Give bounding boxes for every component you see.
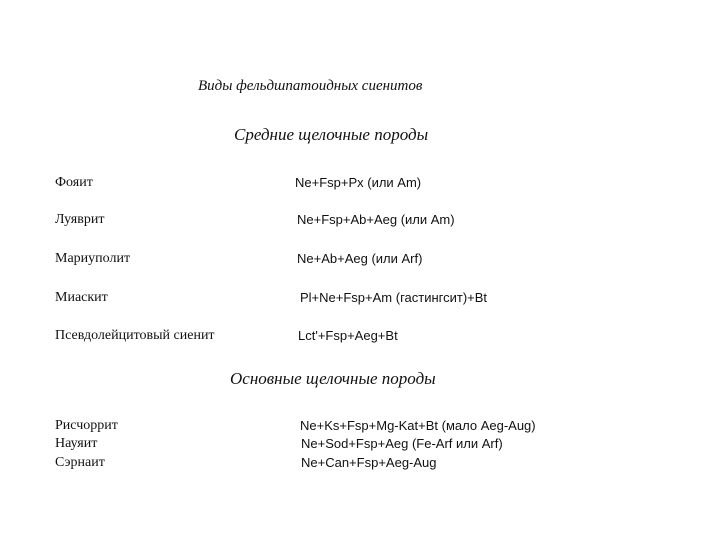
rock-formula-foyaite: Ne+Fsp+Px (или Am) — [295, 175, 422, 190]
rock-name-rischorrite: Рисчоррит — [55, 418, 118, 433]
rock-formula-sernaite: Ne+Can+Fsp+Aeg-Aug — [301, 455, 437, 470]
rock-formula-pseudoleucite-syenite: Lct'+Fsp+Aeg+Bt — [298, 328, 398, 343]
rock-name-sernaite: Сэрнаит — [55, 455, 105, 470]
rock-name-pseudoleucite-syenite: Псевдолейцитовый сиенит — [55, 328, 215, 343]
rock-formula-naujaite: Ne+Sod+Fsp+Aeg (Fe-Arf или Arf) — [301, 436, 503, 451]
rock-formula-mariupolite: Ne+Ab+Aeg (или Arf) — [297, 251, 423, 266]
page-title: Виды фельдшпатоидных сиенитов — [198, 78, 423, 94]
rock-name-foyaite: Фояит — [55, 175, 93, 190]
section-heading-basic-alkaline: Основные щелочные породы — [230, 369, 436, 388]
rock-name-lujavrite: Луяврит — [55, 212, 105, 227]
rock-formula-lujavrite: Ne+Fsp+Ab+Aeg (или Am) — [297, 212, 455, 227]
section-heading-medium-alkaline: Средние щелочные породы — [234, 125, 429, 144]
rock-name-miaskite: Миаскит — [55, 290, 108, 305]
rock-formula-miaskite: Pl+Ne+Fsp+Am (гастингсит)+Bt — [300, 290, 488, 305]
rock-name-mariupolite: Мариуполит — [55, 251, 131, 266]
rock-formula-rischorrite: Ne+Ks+Fsp+Mg-Kat+Bt (мало Aeg-Aug) — [300, 418, 536, 433]
rock-name-naujaite: Науяит — [55, 436, 98, 451]
